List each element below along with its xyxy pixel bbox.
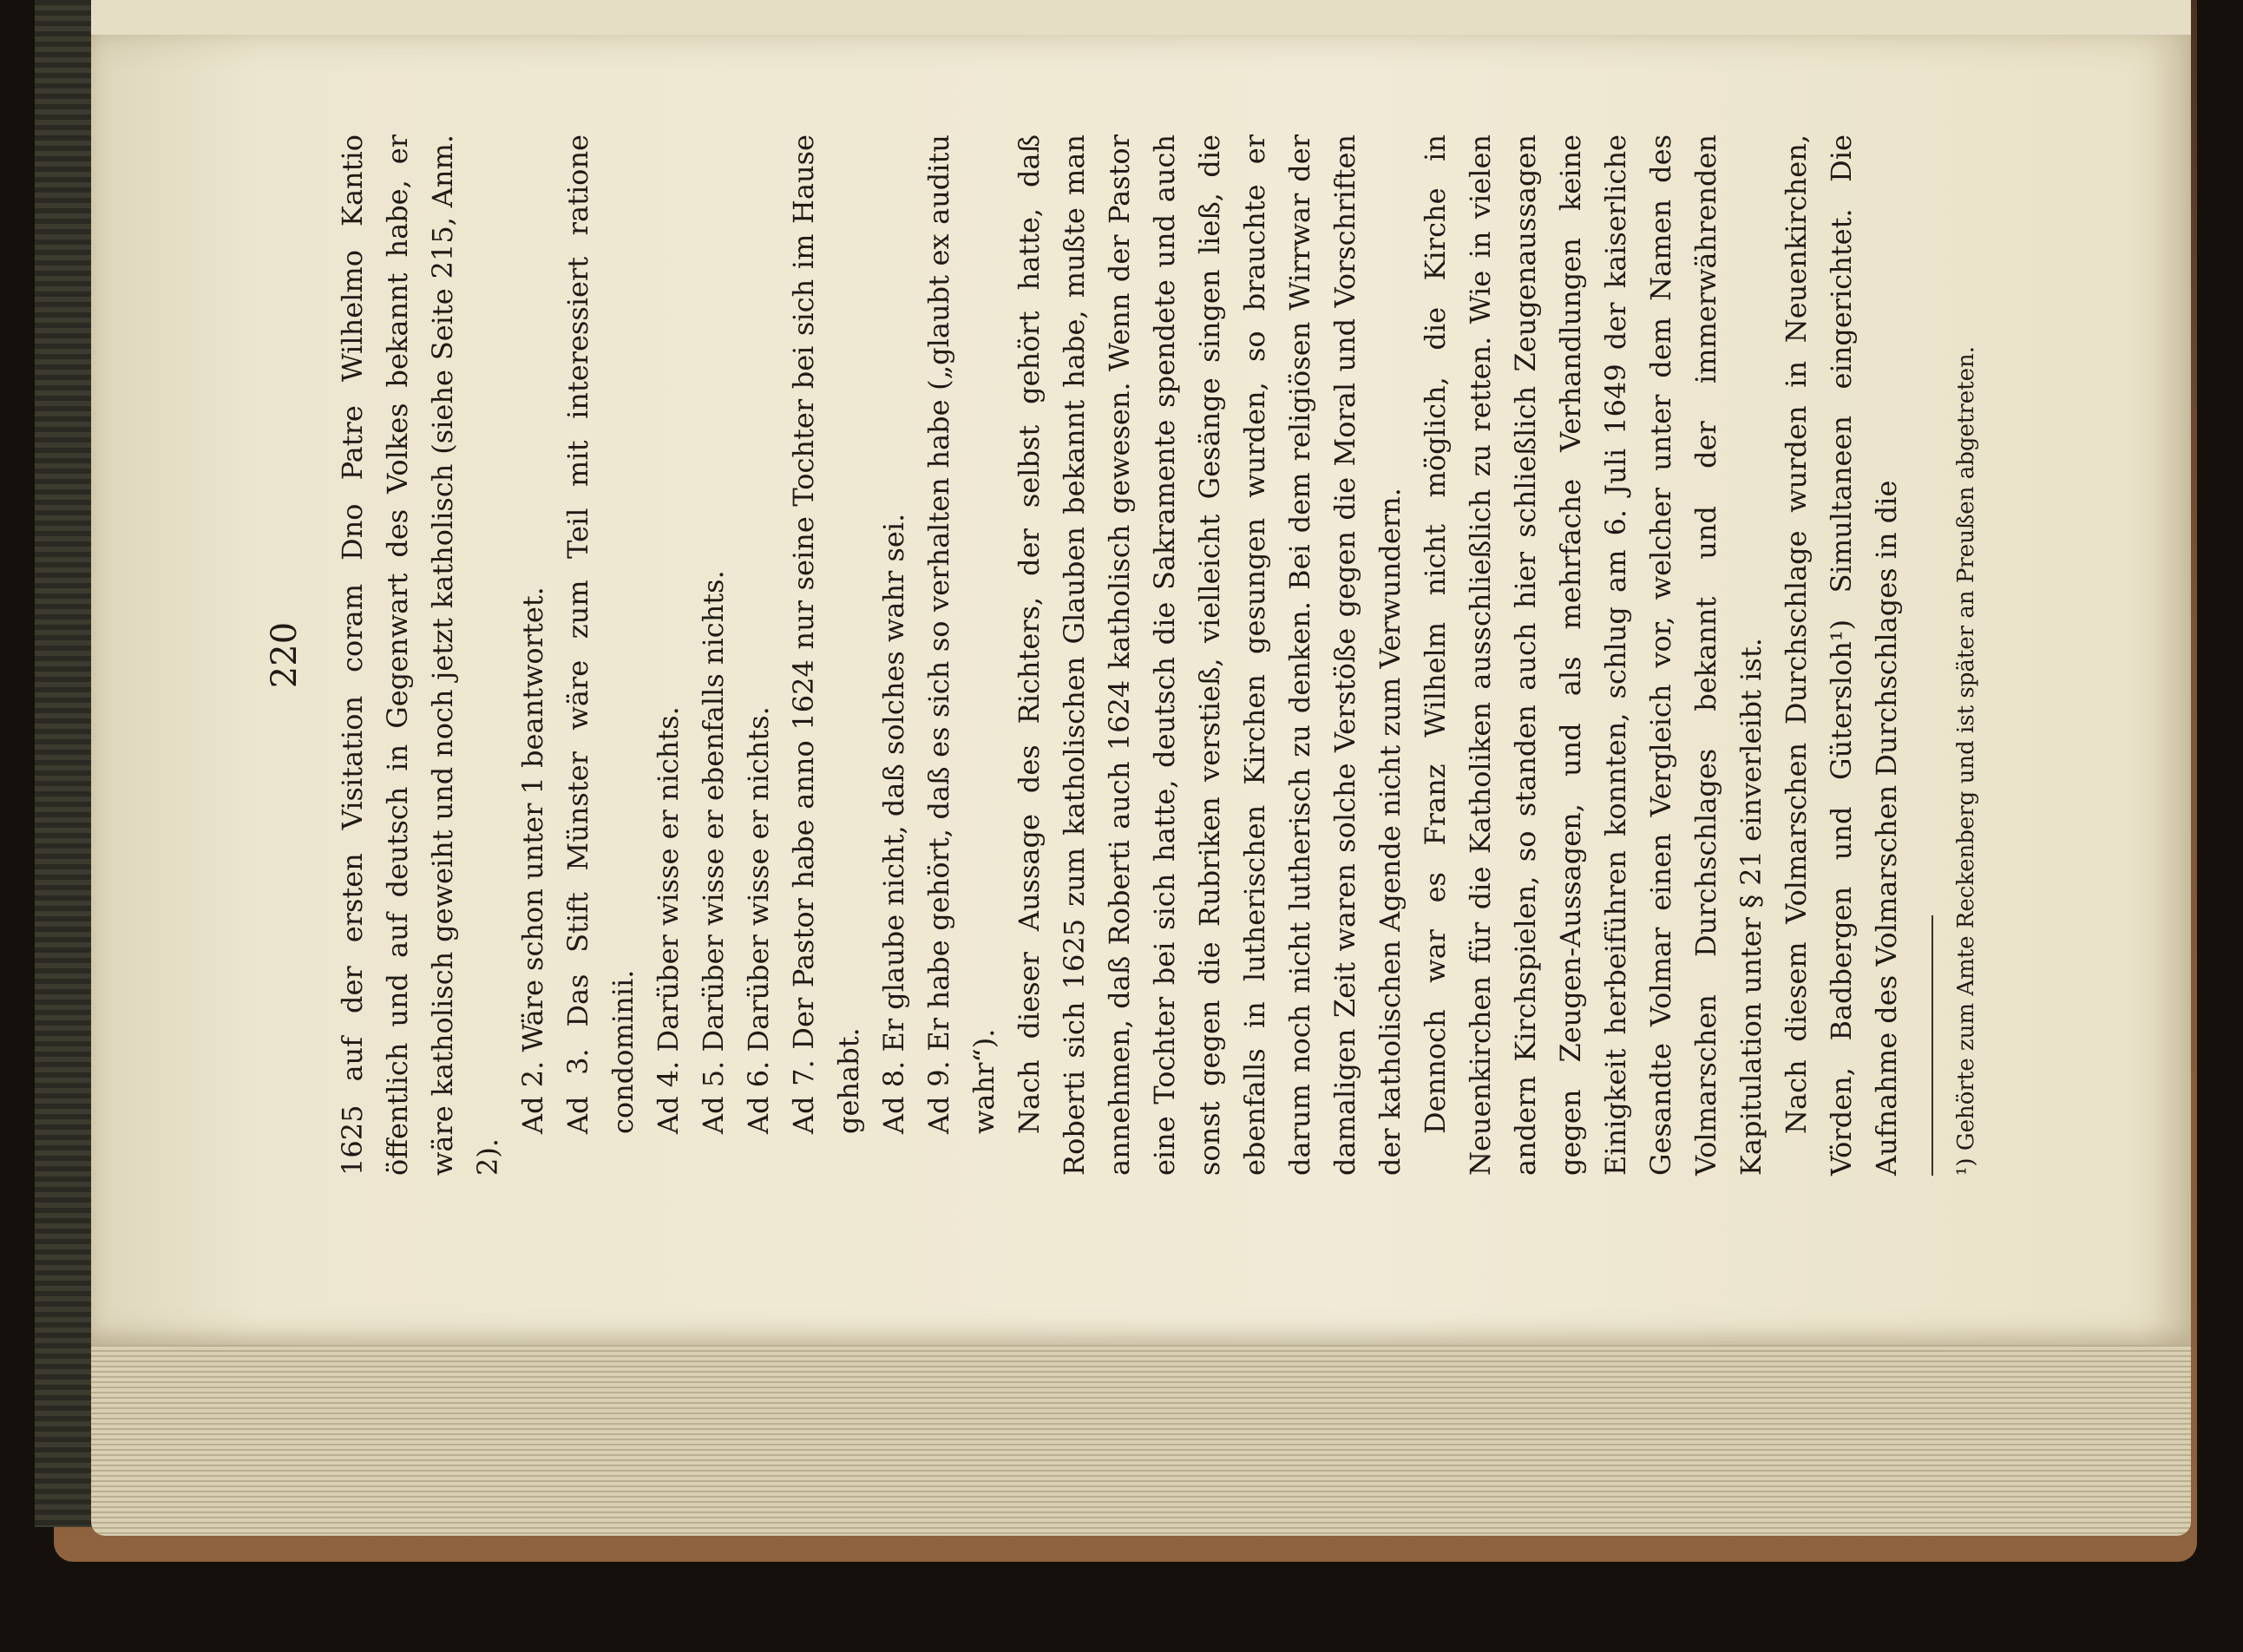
page-text-rotated bbox=[226, 91, 1979, 1219]
paragraph-richter: Nach dieser Aussage des Richters, der selbst gehört hatte, daß Roberti sich 1625 zum katholischen Glauben bekannt habe, mußte man annehmen, daß Roberti auch 1624 katholisch gewesen. Wenn der Pastor eine Tochter bei sich hatte, deutsch die Sakramente spendete und auch sonst gegen die Rubriken verstieß, vielleicht Gesänge singen ließ, die ebenfalls in lutherischen Kirchen gesungen wurden, so brauchte er darum noch nicht lutherisch zu denken. Bei dem religiösen Wirrwar der damaligen Zeit waren solche Verstöße gegen die Moral und Vorschriften der katholischen Agende nicht zum Verwundern. bbox=[1013, 134, 1407, 1176]
answer-ad-2: Ad 2. Wäre schon unter 1 beantwortet. bbox=[516, 587, 549, 1134]
book-spine bbox=[35, 0, 95, 1527]
paragraph-1: 1625 auf der ersten Visitation coram Dno Patre Wilhelmo Kantio öffentlich und auf deutsch in Gegenwart des Volkes bekannt habe, er wäre katholisch geweiht und noch jetzt katholisch (siehe Seite 215, Anm. 2). bbox=[336, 134, 504, 1176]
page-body bbox=[330, 134, 1984, 1176]
answer-ad-7: Ad 7. Der Pastor habe anno 1624 nur seine Tochter bei sich im Hause gehabt. bbox=[787, 134, 865, 1134]
page-number: 220 bbox=[265, 621, 305, 689]
paragraph-dennoch: Dennoch war es Franz Wilhelm nicht möglich, die Kirche in Neuenkirchen für die Katholiken ausschließlich zu retten. Wie in vielen andern Kirchspielen, so standen auch hier schließlich Zeugenaussagen gegen Zeugen-Aussagen, und als mehrfache Verhandlungen keine Einigkeit herbeiführen konnten, schlug am 6. Juli 1649 der kaiserliche Gesandte Volmar einen Vergleich vor, welcher unter dem Namen des Volmarschen Durchschlages bekannt und der immerwährenden Kapitulation unter § 21 einverleibt ist. bbox=[1419, 134, 1768, 1176]
answer-ad-8: Ad 8. Er glaube nicht, daß solches wahr sei. bbox=[877, 513, 910, 1134]
page-block-edge bbox=[91, 1336, 2191, 1536]
footnote: ¹) Gehörte zum Amte Reckenberg und ist später an Preußen abgetreten. bbox=[1953, 346, 1979, 1176]
footnote-rule bbox=[1931, 915, 1933, 1176]
answer-ad-6: Ad 6. Darüber wisse er nichts. bbox=[742, 706, 775, 1134]
answer-ad-4: Ad 4. Darüber wisse er nichts. bbox=[652, 706, 685, 1134]
answer-ad-3: Ad 3. Das Stift Münster wäre zum Teil mit interessiert ratione condominii. bbox=[561, 134, 639, 1134]
paragraph-durchschlag: Nach diesem Volmarschen Durchschlage wurden in Neuenkirchen, Vörden, Badbergen und Gütersloh¹) Simultaneen eingerichtet. Die Aufnahme des Volmarschen Durchschlages in die bbox=[1780, 134, 1903, 1176]
answer-ad-9: Ad 9. Er habe gehört, daß es sich so verhalten habe („glaubt ex auditu wahr“). bbox=[922, 134, 1000, 1134]
facing-page-edge bbox=[91, 0, 2191, 35]
answer-ad-5: Ad 5. Darüber wisse er ebenfalls nichts. bbox=[697, 570, 730, 1134]
